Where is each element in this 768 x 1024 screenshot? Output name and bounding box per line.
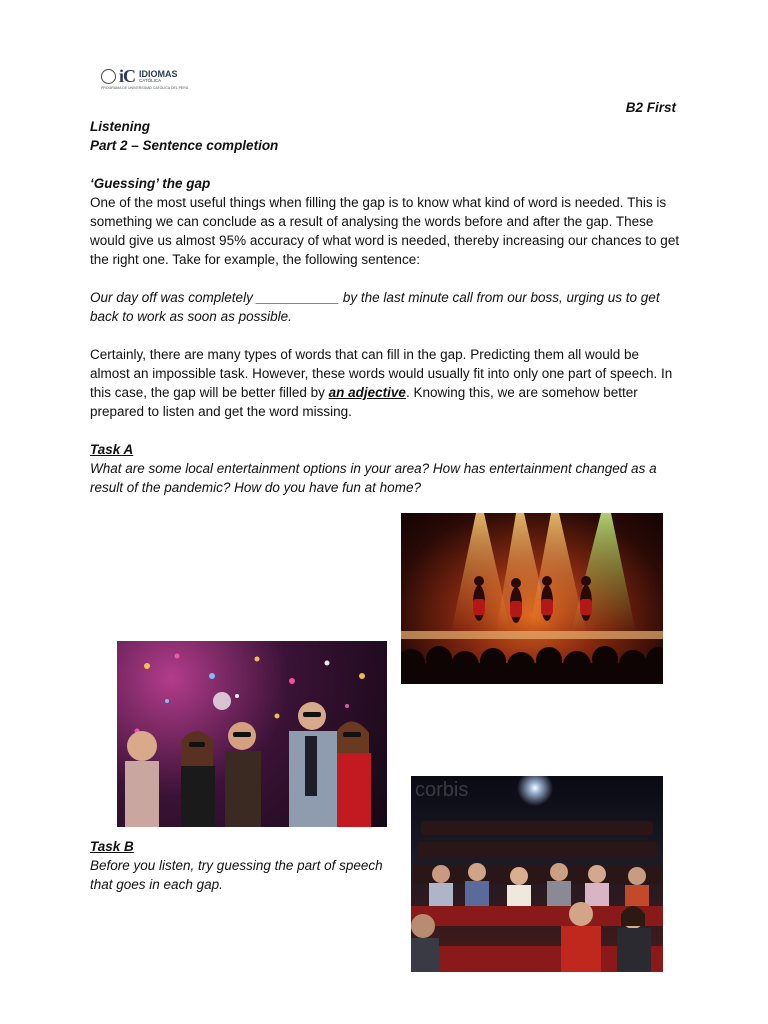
task-a-questions: What are some local entertainment options in your area? How has entertainment changed as a result of the pandemic? How do you have fun at home? (90, 461, 657, 495)
example-sentence: Our day off was completely ___________ by the last minute call from our boss, urging us to get back to work as soon as possible. (90, 290, 660, 324)
task-a-title: Task A (90, 442, 134, 457)
task-b-title: Task B (90, 839, 134, 854)
logo-brand: IDIOMAS (139, 69, 178, 79)
logo-monogram: iC (119, 66, 135, 86)
subsection-title: ‘Guessing’ the gap (90, 176, 211, 191)
explanation-paragraph (90, 345, 682, 421)
intro-paragraph: One of the most useful things when filling the gap is to know what kind of word is needed. This is something we can conclude as a result of analysing the words before and after the gap. These would give us almost 95% accuracy of what word is needed, thereby increasing our chances to get the right one. Take for example, the following sentence: (90, 195, 680, 267)
institution-logo (101, 66, 189, 92)
seal-icon (101, 69, 116, 84)
watermark-text: corbis (415, 779, 469, 801)
party-photo (117, 641, 387, 827)
logo-brand-sub: CATÓLICA (139, 78, 162, 83)
stage-performance-photo (401, 513, 663, 684)
explanation-text-b: . Knowing this, we are somehow better prepared to listen and get the word missing. (90, 385, 638, 419)
emphasis-adjective: an adjective (328, 385, 406, 400)
explanation-text-a: Certainly, there are many types of words that can fill in the gap. Predicting them all would be almost an impossible task. However, these words would usually fit into only one part of speech. In this case, the gap will be better filled by (90, 347, 673, 400)
exam-level: B2 First (625, 100, 676, 115)
part-title: Part 2 – Sentence completion (90, 138, 279, 153)
logo-caption: PROGRAMA DE UNIVERSIDAD CATÓLICA DEL PERÚ (101, 86, 189, 90)
cinema-photo (411, 776, 663, 972)
task-b-instruction: Before you listen, try guessing the part of speech that goes in each gap. (90, 858, 383, 892)
section-title: Listening (90, 119, 150, 134)
